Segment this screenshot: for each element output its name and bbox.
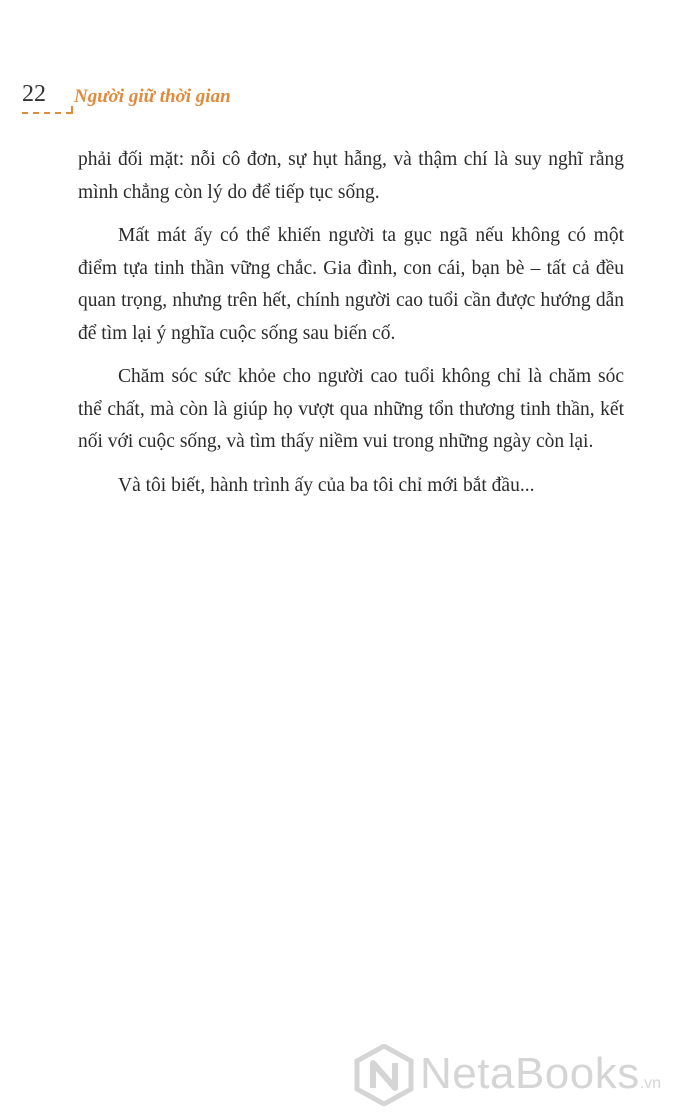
page-number: 22 bbox=[22, 81, 46, 107]
page-body bbox=[78, 144, 624, 513]
paragraph: Chăm sóc sức khỏe cho người cao tuổi không chỉ là chăm sóc thể chất, mà còn là giúp họ vượt qua những tổn thương tinh thần, kết nối với cuộc sống, và tìm thấy niềm vui trong những ngày còn lại. bbox=[78, 366, 624, 452]
watermark-brand bbox=[420, 1046, 661, 1112]
watermark bbox=[354, 1040, 684, 1110]
paragraph-continuation: phải đối mặt: nỗi cô đơn, sự hụt hẫng, và thậm chí là suy nghĩ rằng mình chẳng còn lý do để tiếp tục sống. bbox=[78, 149, 624, 203]
book-title: Người giữ thời gian bbox=[74, 86, 231, 107]
paragraph: Và tôi biết, hành trình ấy của ba tôi chỉ mới bắt đầu... bbox=[118, 474, 535, 496]
watermark-brand-name: NetaBooks bbox=[420, 1049, 640, 1098]
header-dashed-rule bbox=[22, 112, 72, 114]
netabooks-logo-icon bbox=[354, 1044, 414, 1106]
running-header bbox=[22, 80, 242, 110]
header-rule-tick bbox=[71, 106, 73, 114]
watermark-domain-suffix: .vn bbox=[639, 1075, 662, 1092]
paragraph: Mất mát ấy có thể khiến người ta gục ngã nếu không có một điểm tựa tinh thần vững chắc. Gia đình, con cái, bạn bè – tất cả đều quan trọng, nhưng trên hết, chính người cao tuổi cần được hướng dẫn để tìm lại ý nghĩa cuộc sống sau biến cố. bbox=[78, 225, 624, 344]
